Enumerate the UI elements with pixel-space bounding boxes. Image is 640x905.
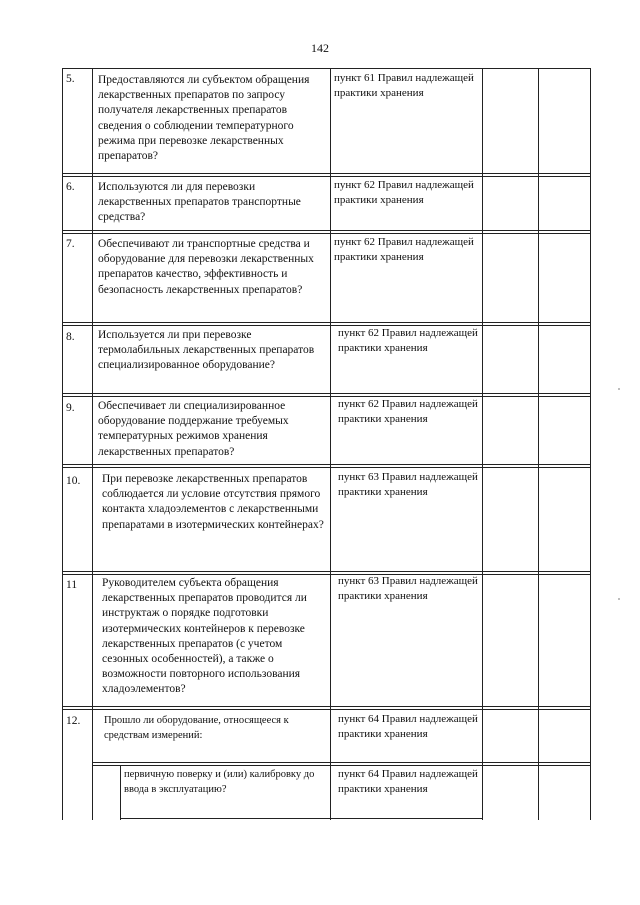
row-reference: пункт 62 Правил надлежащей практики хранения — [338, 327, 478, 354]
row-reference: пункт 64 Правил надлежащей практики хранения — [338, 713, 478, 740]
row-question: Обеспечивают ли транспортные средства и оборудование для перевозки лекарственных препаратов качество, эффективность и безопасность лекарственных препаратов? — [98, 238, 314, 296]
page-number: 142 — [311, 41, 329, 55]
row-reference: пункт 62 Правил надлежащей практики хранения — [334, 179, 474, 206]
row-number: 5. — [66, 73, 75, 85]
row-reference: пункт 61 Правил надлежащей практики хранения — [334, 72, 474, 99]
row-question: Предоставляются ли субъектом обращения лекарственных препаратов по запросу получателя лекарственных препаратов сведения о соблюдении температурного режима при перевозке лекарственных препаратов? — [98, 74, 310, 163]
row-question: Руководителем субъекта обращения лекарственных препаратов проводится ли инструктаж о порядке подготовки изотермических контейнеров к перевозке лекарственных препаратов (с учетом сезонных особенностей), а также о возможности повторного использования хладоэлементов? — [102, 577, 307, 696]
checklist-table — [62, 68, 590, 820]
row-number: 11 — [66, 579, 78, 591]
row-reference: пункт 62 Правил надлежащей практики хранения — [338, 398, 478, 425]
subrow-reference: пункт 64 Правил надлежащей практики хранения — [338, 768, 478, 795]
scan-artifact — [618, 388, 620, 390]
row-number: 7. — [66, 238, 75, 250]
row-reference: пункт 63 Правил надлежащей практики хранения — [338, 471, 478, 498]
row-number: 10. — [66, 475, 81, 487]
row-number: 12. — [66, 715, 81, 727]
row-number: 6. — [66, 181, 75, 193]
row-question: Используется ли при перевозке термолабильных лекарственных препаратов специализированное оборудование? — [98, 329, 315, 372]
row-reference: пункт 63 Правил надлежащей практики хранения — [338, 575, 478, 602]
row-reference: пункт 62 Правил надлежащей практики хранения — [334, 236, 474, 263]
row-question: Прошло ли оборудование, относящееся к средствам измерений: — [104, 715, 289, 741]
row-question: Используются ли для перевозки лекарственных препаратов транспортные средства? — [98, 181, 301, 224]
row-question: При перевозке лекарственных препаратов соблюдается ли условие отсутствия прямого контакта хладоэлементов с лекарственными препаратами в изотермических контейнерах? — [102, 473, 324, 531]
scan-artifact — [618, 598, 620, 600]
row-number: 8. — [66, 331, 75, 343]
row-question: Обеспечивает ли специализированное оборудование поддержание требуемых температурных режимов хранения лекарственных препаратов? — [98, 400, 289, 458]
row-number: 9. — [66, 402, 75, 414]
subrow-question: первичную поверку и (или) калибровку до ввода в эксплуатацию? — [124, 769, 315, 795]
